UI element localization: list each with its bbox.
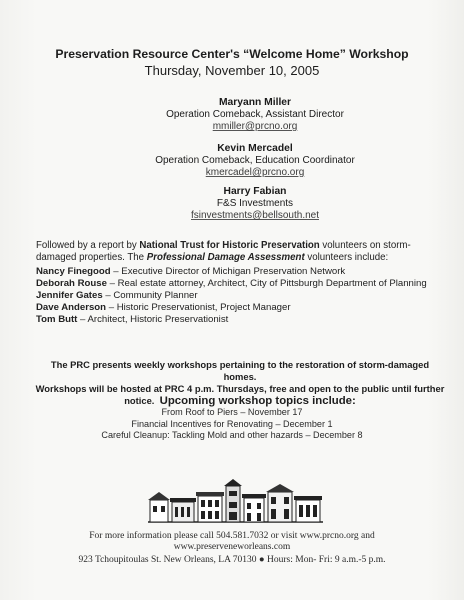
report-intro [36,240,446,264]
speaker-role: Operation Comeback, Assistant Director [166,109,344,120]
volunteer-item [36,302,456,314]
speaker-block [120,97,390,133]
volunteer-desc: – Executive Director of Michigan Preservation Network [110,266,346,277]
volunteer-item [36,314,456,326]
volunteer-item [36,278,456,290]
prc-announcement [34,359,446,407]
footer-address: 923 Tchoupitoulas St. New Orleans, LA 70130 ● Hours: Mon- Fri: 9 a.m.-5 p.m. [78,555,386,565]
prc-line: Workshops will be hosted at PRC 4 p.m. Thursdays, free and open to the public until further [35,383,445,394]
topic-item: Careful Cleanup: Tackling Mold and other hazards – December 8 [101,430,363,440]
volunteer-desc: – Historic Preservationist, Project Manager [106,302,291,313]
speaker-email[interactable]: mmiller@prcno.org [212,121,298,132]
prc-line [34,395,446,407]
speaker-role: Operation Comeback, Education Coordinator [155,155,355,166]
speaker-name: Maryann Miller [218,97,292,108]
volunteer-item [36,266,456,278]
intro-text: Followed by a report by [36,240,140,251]
volunteer-name: Jennifer Gates [36,290,103,301]
topic-item: From Roof to Piers – November 17 [161,407,303,417]
volunteer-name: Tom Butt [36,314,78,325]
org-name: National Trust for Historic Preservation [139,240,320,251]
volunteer-name: Nancy Finegood [36,266,111,277]
speaker-name: Kevin Mercadel [217,143,293,154]
volunteer-name: Deborah Rouse [36,278,107,289]
speaker-email[interactable]: fsinvestments@bellsouth.net [191,210,319,221]
volunteer-name: Dave Anderson [36,302,107,313]
assessment-name: Professional Damage Assessment [146,252,305,263]
event-date: Thursday, November 10, 2005 [144,63,320,78]
volunteer-desc: – Community Planner [102,290,198,301]
footer-website[interactable]: www.preserveneworleans.com [173,542,291,552]
speaker-role: F&S Investments [216,198,294,209]
houses-skyline-logo [148,478,323,524]
speaker-block [120,186,390,222]
speaker-name: Harry Fabian [223,186,287,197]
volunteer-desc: – Architect, Historic Preservationist [77,314,229,325]
prc-notice: notice. [124,395,155,406]
speaker-email[interactable]: kmercadel@prcno.org [205,167,305,178]
volunteer-desc: – Real estate attorney, Architect, City of Pittsburgh Department of Planning [106,278,427,289]
prc-line: The PRC presents weekly workshops pertaining to the restoration of storm-damaged homes. [50,359,430,382]
intro-text: volunteers include: [304,252,389,263]
footer-info: For more information please call 504.581.7032 or visit www.prcno.org and [89,531,375,541]
volunteer-item [36,290,456,302]
topic-item: Financial Incentives for Renovating – December 1 [131,419,333,429]
intro-text: volunteers on storm-damaged properties. The [36,240,411,263]
speaker-block [120,143,390,179]
topics-heading: Upcoming workshop topics include: [159,395,356,407]
page-title: Preservation Resource Center's “Welcome Home” Workshop [55,47,409,61]
